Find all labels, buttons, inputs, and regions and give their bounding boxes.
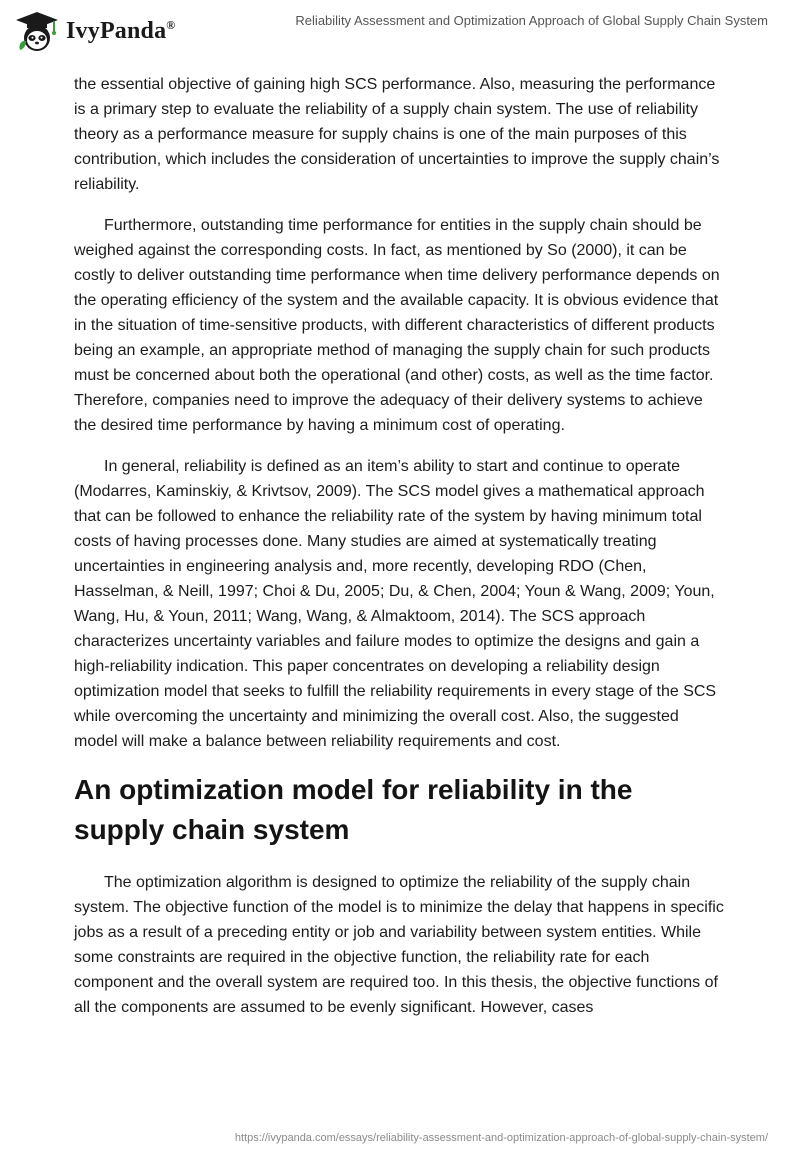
logo[interactable] [14,10,175,52]
paragraph: Furthermore, outstanding time performance for entities in the supply chain should be weighed against the corresponding costs. In fact, as mentioned by So (2000), it can be costly to deliver outstanding time performance when time delivery performance depends on the operating efficiency of the system and the available capacity. It is obvious evidence that in the situation of time-sensitive products, with different characteristics of different products being an example, an appropriate method of managing the supply chain for such products must be concerned about both the operational (and other) costs, as well as the time factor. Therefore, companies need to improve the adequacy of their delivery systems to achieve the desired time performance by having a minimum cost of operating. [74,217,720,434]
essay-content [74,72,726,1036]
section-heading: An optimization model for reliability in the supply chain system [74,774,633,845]
paragraph-continued: the essential objective of gaining high SCS performance. Also, measuring the performance is a primary step to evaluate the reliability of a supply chain system. The use of reliability theory as a performance measure for supply chains is one of the main purposes of this contribution, which includes the consideration of uncertainties to improve the supply chain’s reliability. [74,76,720,193]
footer-url[interactable]: https://ivypanda.com/essays/reliability-assessment-and-optimization-approach-of-global-supply-chain-system/ [234,1132,768,1144]
paragraph: In general, reliability is defined as an item’s ability to start and continue to operate (Modarres, Kaminskiy, & Krivtsov, 2009). The SCS model gives a mathematical approach that can be followed to enhance the reliability rate of the system by having minimum total costs of having processes done. Many studies are aimed at systematically treating uncertainties in engineering analysis and, more recently, developing RDO (Chen, Hasselman, & Neill, 1997; Choi & Du, 2005; Du, & Chen, 2004; Youn & Wang, 2009; Youn, Wang, Hu, & Youn, 2011; Wang, Wang, & Almaktoom, 2014). The SCS approach characterizes uncertainty variables and failure modes to optimize the designs and gain a high-reliability indication. This paper concentrates on developing a reliability design optimization model that seeks to fulfill the reliability requirements in every stage of the SCS while overcoming the uncertainty and minimizing the overall cost. Also, the suggested model will make a balance between reliability requirements and cost. [74,458,717,750]
logo-text: IvyPanda® [66,17,176,44]
page-header [0,0,800,60]
registered-mark: ® [166,17,176,32]
paragraph: The optimization algorithm is designed to optimize the reliability of the supply chain system. The objective function of the model is to minimize the delay that happens in specific jobs as a result of a preceding entity or job and variability between system entities. While some constraints are required in the objective function, the reliability rate for each component and the overall system are required too. In this thesis, the objective functions of all the components are assumed to be evenly significant. However, cases [74,874,724,1016]
panda-graduate-icon [14,10,60,52]
running-title: Reliability Assessment and Optimization Approach of Global Supply Chain System [295,13,768,28]
